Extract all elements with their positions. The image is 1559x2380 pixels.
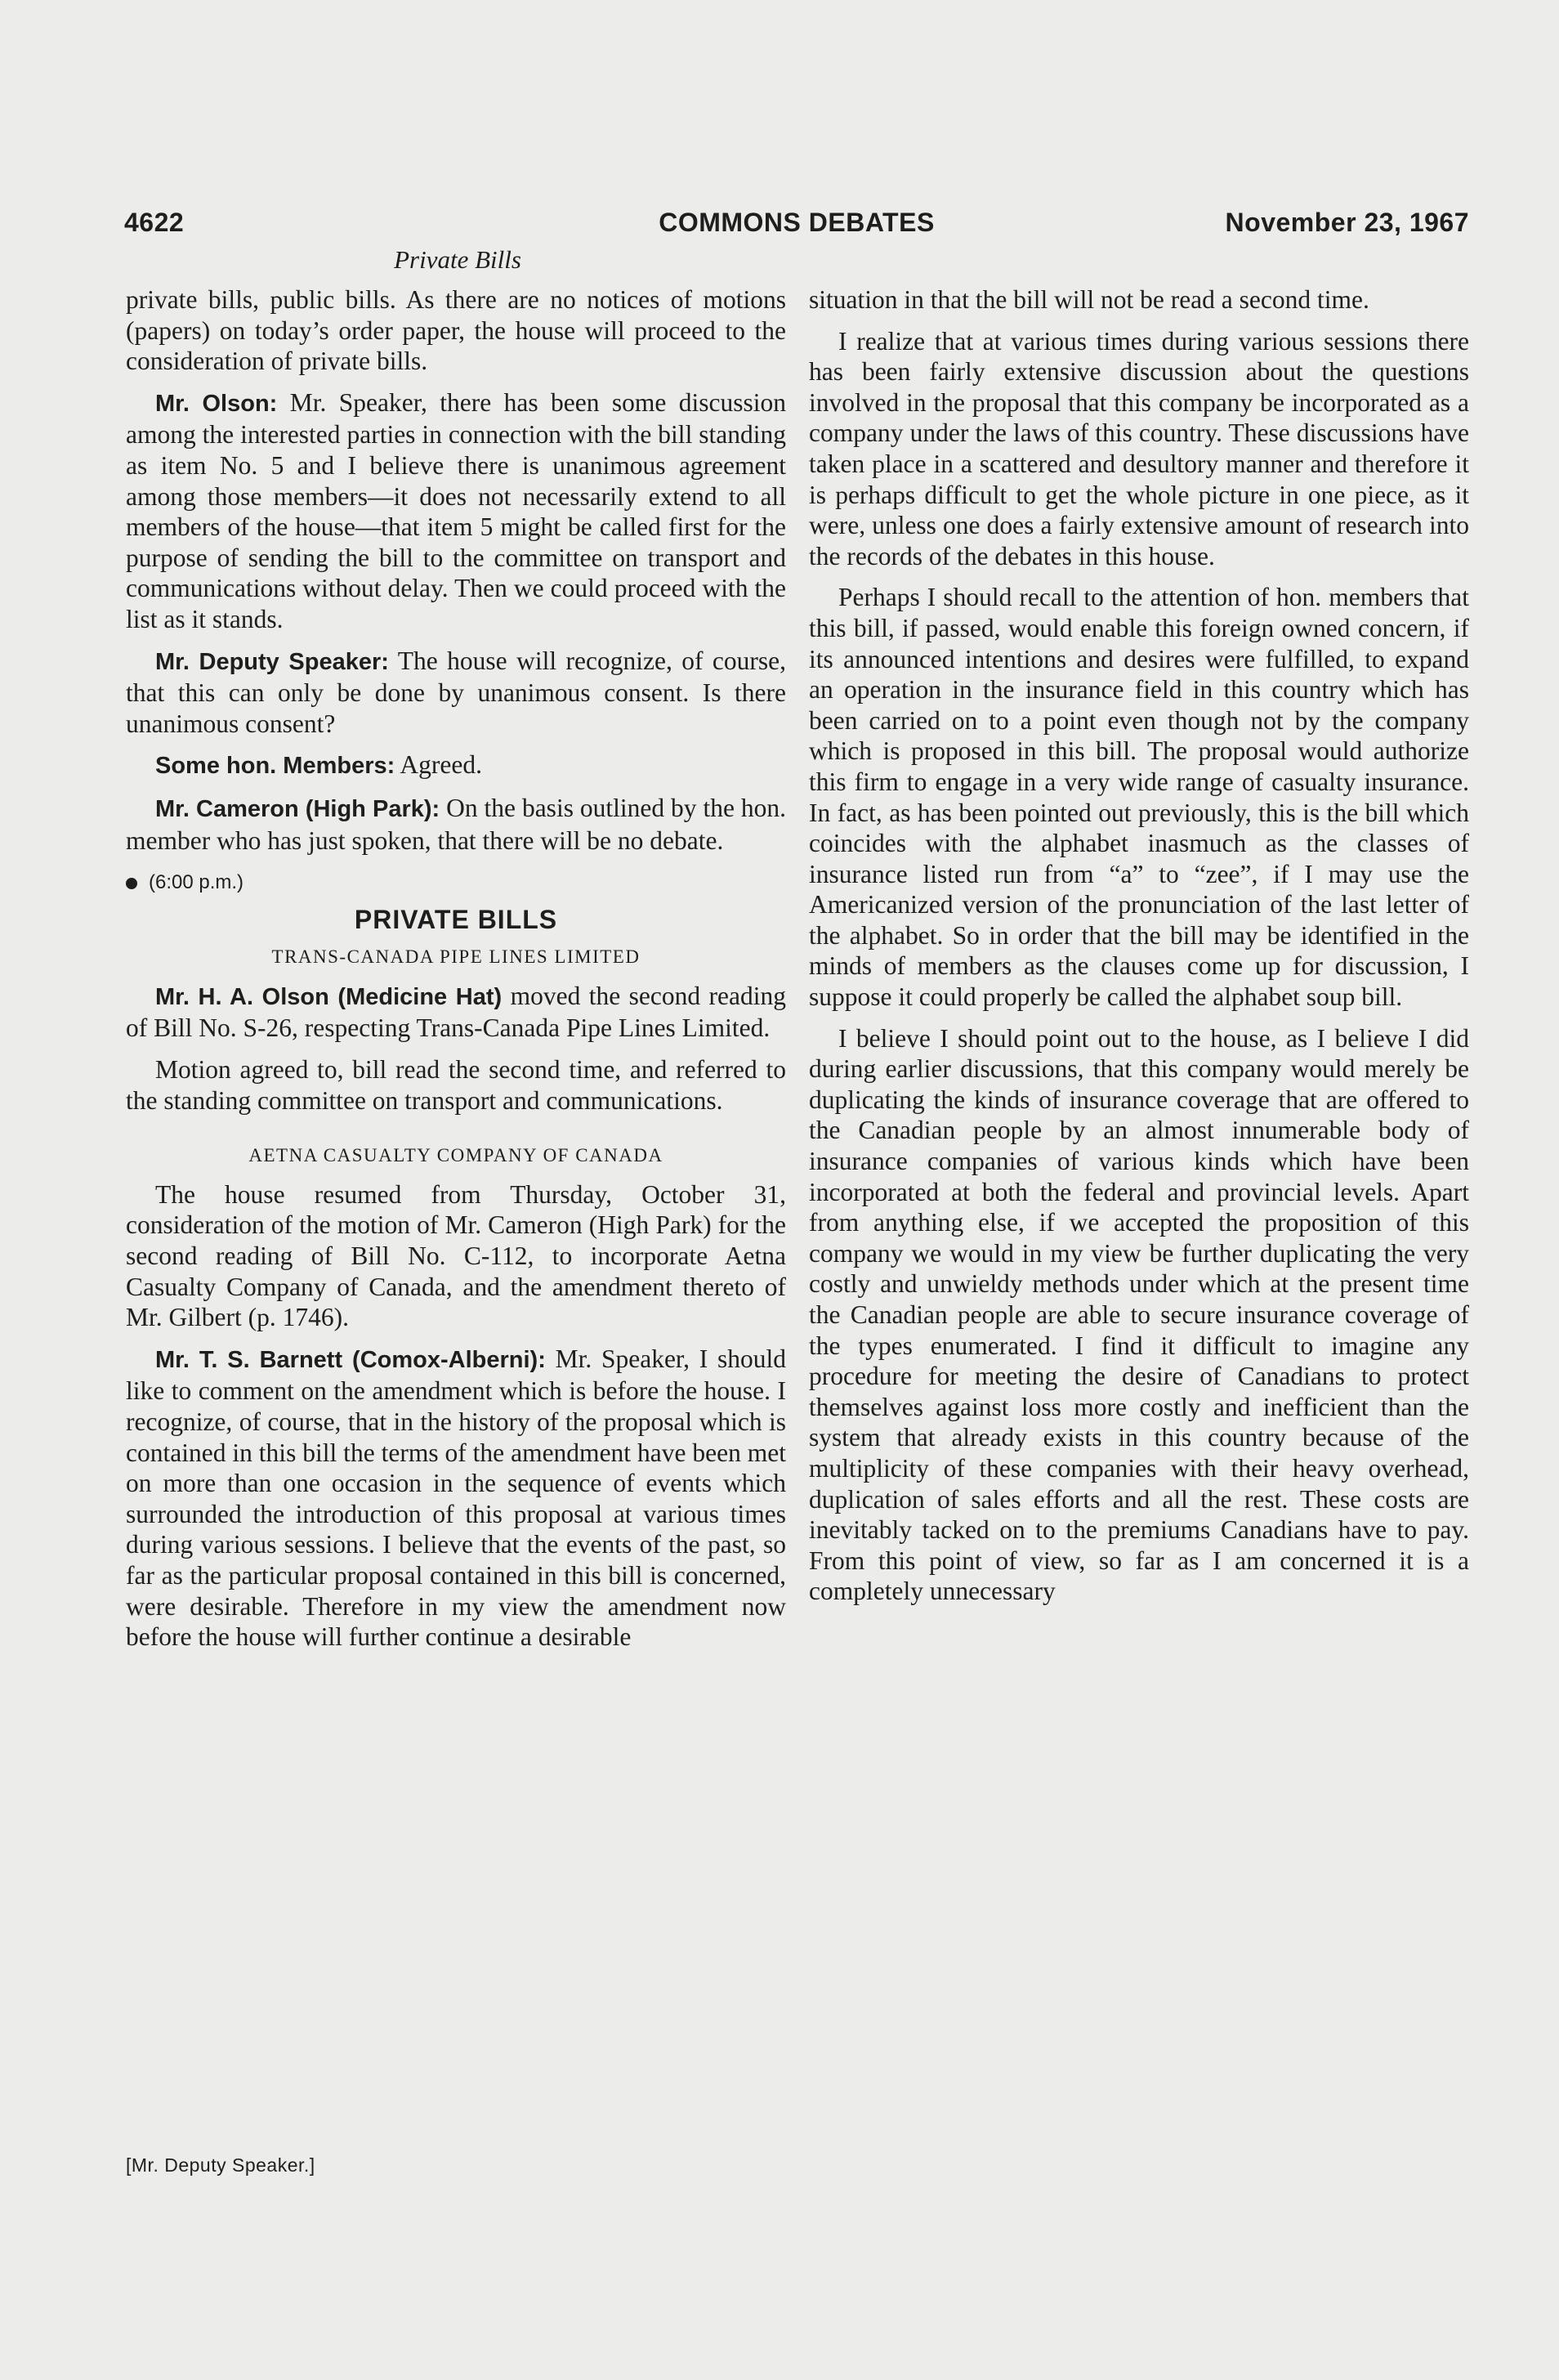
paragraph: situation in that the bill will not be read a second time.	[809, 285, 1369, 314]
heading-private-bills: PRIVATE BILLS	[354, 904, 558, 934]
speech-text: Mr. Speaker, I should like to comment on the amendment which is before the house. I recognize, of course, that in the history of the proposal which is contained in this bill the terms of the amendment have been met on more than one occasion in the sequence of events which surrounded the introduction of this proposal at various times during various sessions. I believe that the events of the past, so far as the particular proposal contained in this bill is concerned, were desirable. Therefore in my view the amendment now before the house will further continue a desirable	[126, 1344, 786, 1652]
speech-text: moved the second reading of Bill No. S-26, respecting Trans-Canada Pipe Lines Limited.	[126, 981, 786, 1043]
speech-text: On the basis outlined by the hon. member who has just spoken, that there will be no debate.	[126, 793, 786, 855]
speaker-name: Mr. Cameron (High Park):	[155, 795, 440, 822]
right-column	[809, 284, 1469, 1617]
publication-title: COMMONS DEBATES	[659, 208, 935, 237]
speech-paragraph	[126, 793, 786, 856]
heading-transcanada: TRANS-CANADA PIPE LINES LIMITED	[271, 946, 641, 968]
page-number: 4622	[124, 208, 185, 237]
paragraph: I believe I should point out to the house, as I believe I did during earlier discussions, that this company would merely be duplicating the kinds of insurance coverage that are offered to the Canadian people by an almost innumerable body of insurance companies of various kinds which have been incorporated at both the federal and provincial levels. Apart from anything else, if we accepted the proposition of this company we would in my view be further duplicating the very costly and unwieldy methods under which at the present time the Canadian people are able to secure insurance coverage of the types enumerated. I find it difficult to imagine any procedure for meeting the desire of Canadians to protect themselves against loss more costly and inefficient than the system that already exists in this country because of the multiplicity of these companies with their heavy overhead, duplication of sales efforts and all the rest. These costs are inevitably tacked on to the premiums Canadians have to pay. From this point of view, so far as I am concerned it is a completely unnecessary	[809, 1023, 1469, 1606]
speech-paragraph	[126, 749, 786, 782]
running-header	[124, 208, 1469, 248]
speech-text: The house will recognize, of course, that this can only be done by unanimous consent. Is there unanimous consent?	[126, 646, 786, 738]
section-title: Private Bills	[394, 245, 521, 274]
speaker-name: Mr. H. A. Olson (Medicine Hat)	[155, 983, 503, 1010]
bullet-icon	[126, 878, 137, 889]
speaker-name: Mr. Deputy Speaker:	[155, 648, 389, 675]
timestamp	[126, 867, 786, 898]
speaker-name: Mr. T. S. Barnett (Comox-Alberni):	[155, 1346, 546, 1373]
heading-aetna: AETNA CASUALTY COMPANY OF CANADA	[248, 1145, 663, 1166]
paragraph: I realize that at various times during various sessions there has been fairly extensive discussion about the questions involved in the proposal that this company be incorporated as a company under the laws of this country. These discussions have taken place in a scattered and desultory manner and therefore it is perhaps difficult to get the whole picture in one piece, as it were, unless one does a fairly extensive amount of research into the records of the debates in this house.	[809, 326, 1469, 570]
left-column	[126, 284, 786, 1663]
timestamp-text: (6:00 p.m.)	[149, 871, 244, 894]
paragraph: Motion agreed to, bill read the second time, and referred to the standing committee on transport and communications.	[126, 1055, 786, 1115]
speaker-name: Some hon. Members:	[155, 753, 395, 780]
paragraph: private bills, public bills. As there are no notices of motions (papers) on today’s order paper, the house will proceed to the consideration of private bills.	[126, 285, 786, 376]
speech-text: Mr. Speaker, there has been some discussion among the interested parties in connection with the bill standing as item No. 5 and I believe there is unanimous agreement among those members—it does not necessarily extend to all members of the house—that item 5 might be called first for the purpose of sending the bill to the committee on transport and communications without delay. Then we could proceed with the list as it stands.	[126, 387, 787, 633]
speech-paragraph	[126, 981, 786, 1044]
paragraph: Perhaps I should recall to the attention of hon. members that this bill, if passed, would enable this foreign owned concern, if its announced intentions and desires were fulfilled, to expand an operation in the insurance field in this country which has been carried on to a point even though not by the company which is proposed in this bill. The proposal would authorize this firm to engage in a very wide range of casualty insurance. In fact, as has been pointed out previously, this is the bill which coincides with the alphabet inasmuch as the classes of insurance listed run from “a” to “zee”, if I may use the Americanized version of the pronunciation of the last letter of the alphabet. So in order that the bill may be identified in the minds of members as the clauses come up for discussion, I suppose it could properly be called the alphabet soup bill.	[809, 583, 1469, 1012]
speaker-name: Mr. Olson:	[155, 390, 278, 417]
paragraph: The house resumed from Thursday, October 31, consideration of the motion of Mr. Cameron (High Park) for the second reading of Bill No. C-112, to incorporate Aetna Casualty Company of Canada, and the amendment thereto of Mr. Gilbert (p. 1746).	[126, 1179, 786, 1332]
speech-paragraph	[126, 646, 786, 740]
speech-text: Agreed.	[395, 750, 482, 780]
speech-paragraph	[126, 387, 786, 635]
header-date: November 23, 1967	[1225, 208, 1469, 237]
footer-note: [Mr. Deputy Speaker.]	[126, 2154, 315, 2176]
speech-paragraph	[126, 1344, 786, 1653]
